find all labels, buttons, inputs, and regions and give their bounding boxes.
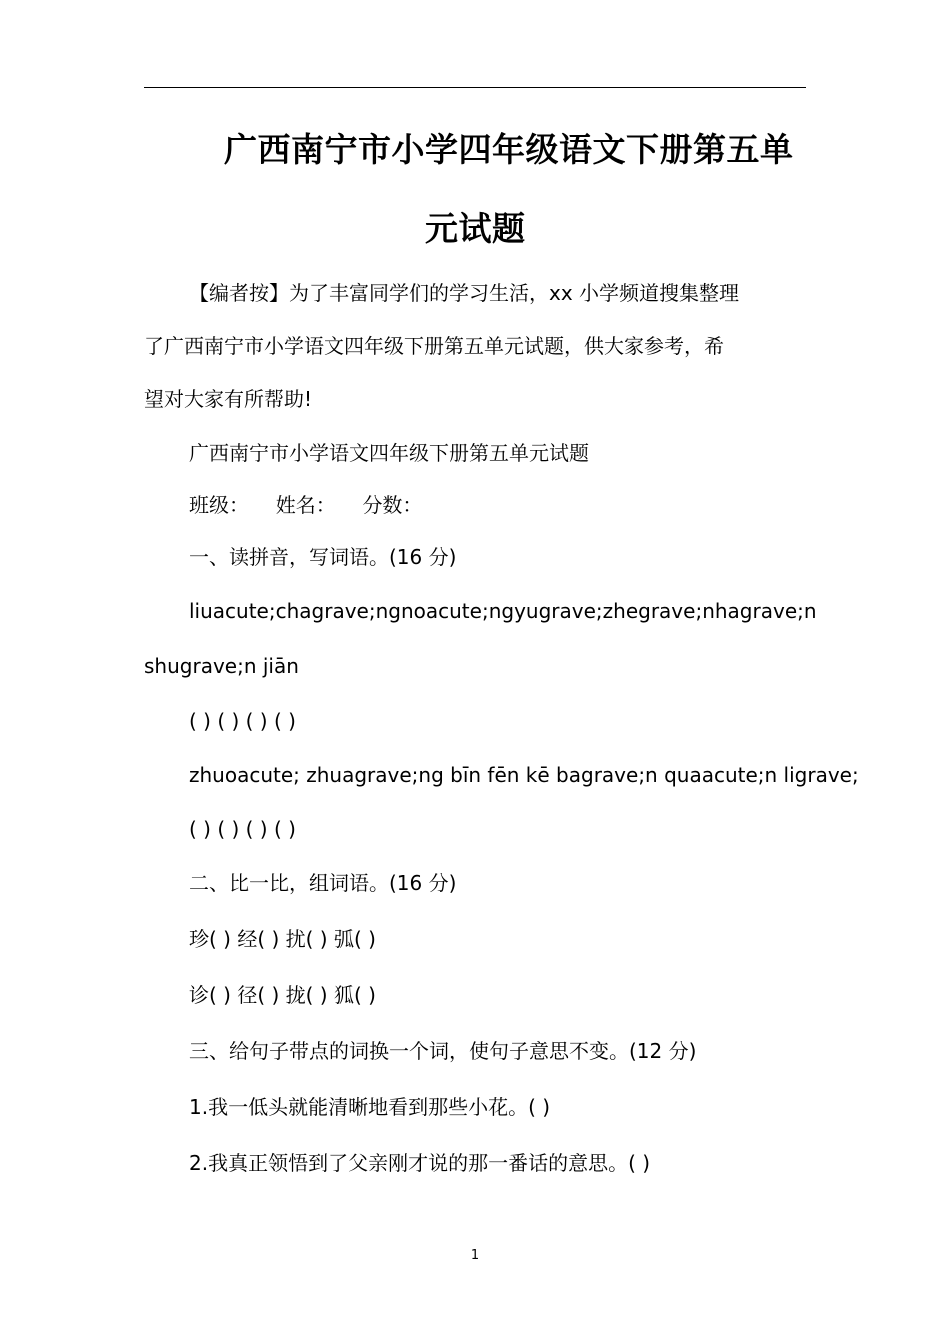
intro-line-2: 了广西南宁市小学语文四年级下册第五单元试题，供大家参考，希 [144, 334, 724, 358]
pinyin-token: noacute;ng [400, 599, 515, 623]
intro-line-1: 【编者按】为了丰富同学们的学习生活，xx 小学频道搜集整理 [189, 281, 740, 305]
sentence-item-2: 2.我真正领悟到了父亲刚才说的那一番话的意思。( ) [189, 1151, 651, 1175]
document-title-line-1: 广西南宁市小学四年级语文下册第五单 [224, 130, 794, 169]
pinyin-token: hagrave;n [714, 599, 817, 623]
exam-subtitle: 广西南宁市小学语文四年级下册第五单元试题 [189, 441, 589, 465]
pinyin-token: zhegrave;n [602, 599, 715, 623]
pinyin-row-1-continued: shugrave;n jiān [144, 654, 299, 678]
compare-row-1: 珍( ) 经( ) 扰( ) 弧( ) [189, 927, 376, 951]
pinyin-token: liuacute; [189, 599, 276, 623]
pinyin-row-1 [189, 597, 817, 625]
pinyin-token: chagrave;ng [275, 599, 401, 623]
section-3-heading: 三、给句子带点的词换一个词，使句子意思不变。(12 分) [189, 1039, 697, 1063]
class-label: 班级： [189, 493, 249, 517]
compare-row-2: 诊( ) 径( ) 拢( ) 狐( ) [189, 983, 376, 1007]
name-label: 姓名： [275, 493, 336, 517]
score-label: 分数： [362, 493, 423, 517]
section-1-heading: 一、读拼音，写词语。(16 分) [189, 545, 457, 569]
page-number: 1 [470, 1248, 480, 1263]
section-2-heading: 二、比一比，组词语。(16 分) [189, 871, 457, 895]
pinyin-token: yugrave; [514, 599, 603, 623]
class-fields [189, 491, 422, 519]
sentence-item-1: 1.我一低头就能清晰地看到那些小花。( ) [189, 1095, 551, 1119]
answer-blanks-1: ( ) ( ) ( ) ( ) [189, 709, 296, 733]
pinyin-row-2: zhuoacute; zhuagrave;ng bīn fēn kē bagrave;n quaacute;n ligrave; [189, 763, 859, 787]
answer-blanks-2: ( ) ( ) ( ) ( ) [189, 817, 296, 841]
document-title-line-2: 元试题 [425, 209, 526, 248]
header-rule [144, 87, 806, 88]
intro-line-3: 望对大家有所帮助! [144, 387, 313, 411]
